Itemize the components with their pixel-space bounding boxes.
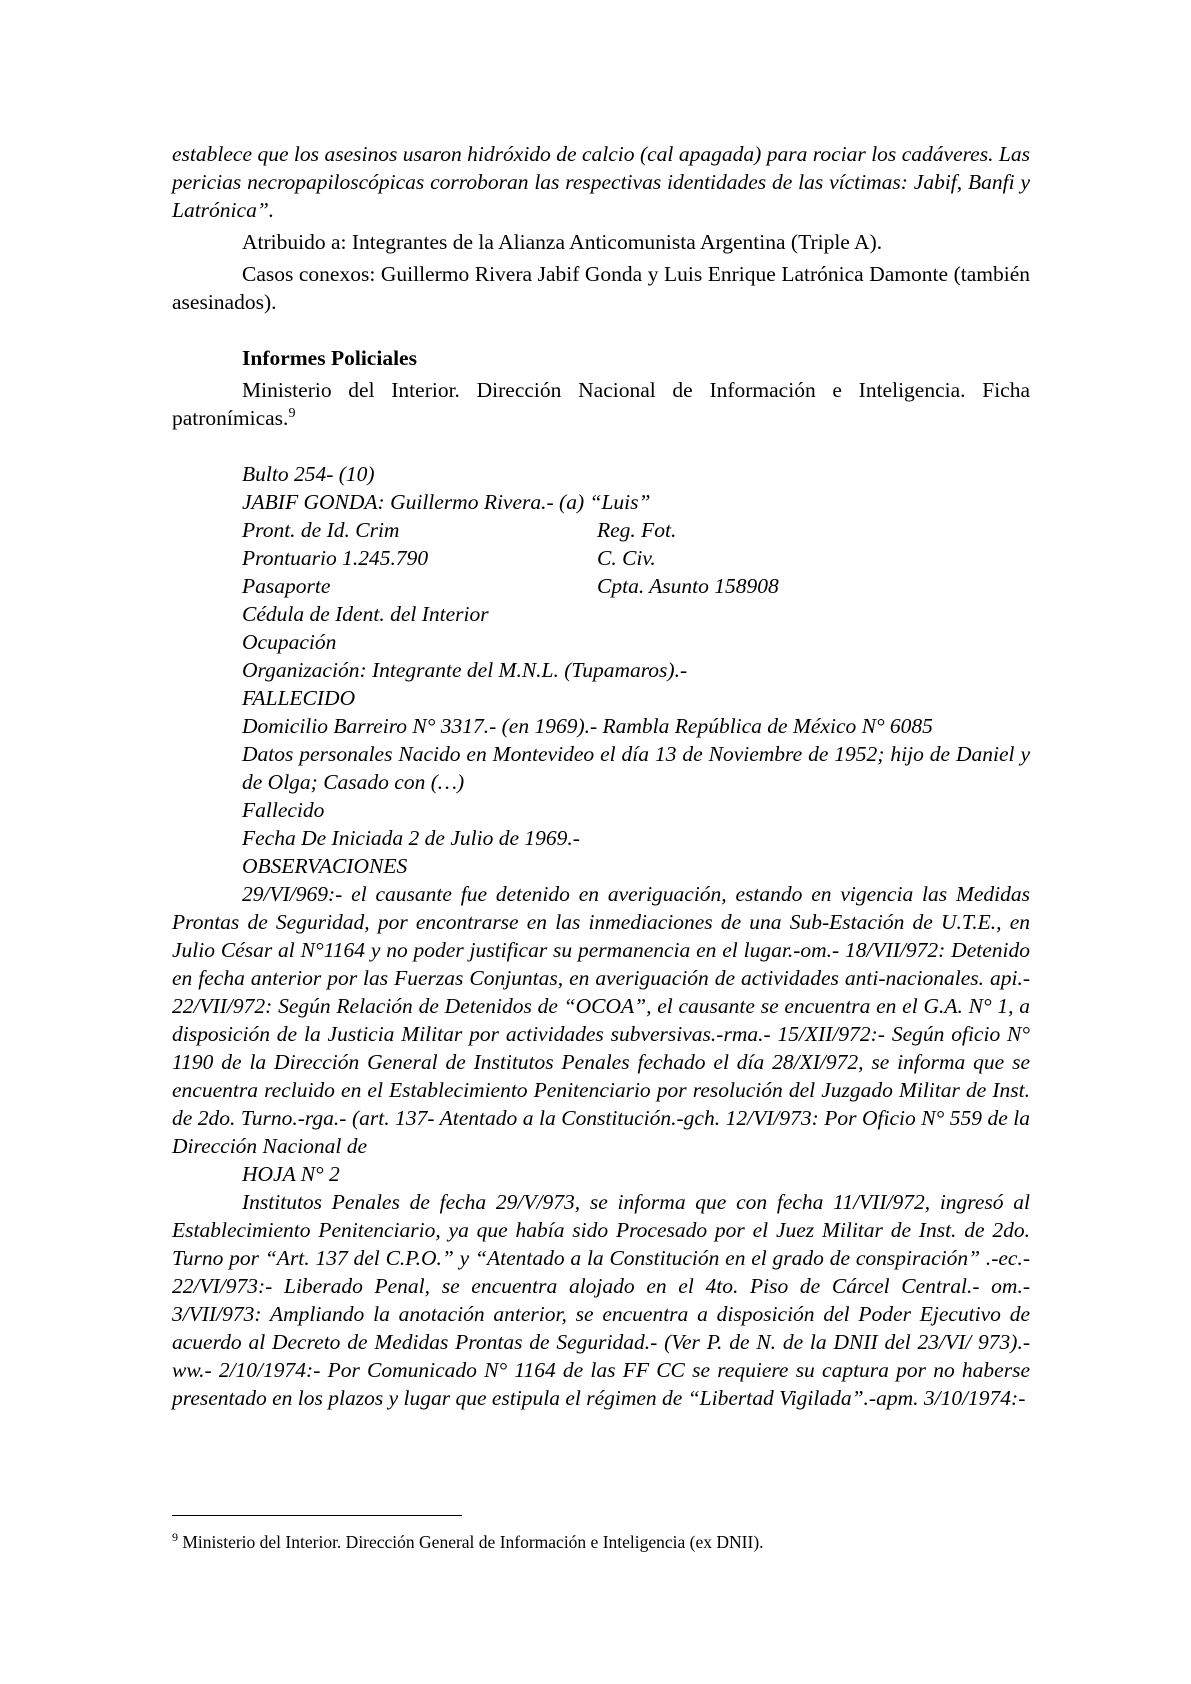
record-row-left: Pront. de Id. Crim [242,518,400,542]
footnote-divider [172,1515,462,1516]
source-paragraph [172,376,1030,432]
record-observaciones-title: OBSERVACIONES [242,854,408,878]
record-fallecido: Fallecido [242,798,325,822]
record-cedula: Cédula de Ident. del Interior [242,602,489,626]
related-cases-paragraph: Casos conexos: Guillermo Rivera Jabif Gonda y Luis Enrique Latrónica Damonte (también asesinados). [172,262,1030,314]
record-row [172,516,1030,544]
section-heading: Informes Policiales [242,346,417,370]
page-body [172,140,1030,1412]
attributed-paragraph: Atribuido a: Integrantes de la Alianza Anticomunista Argentina (Triple A). [242,230,883,254]
record-ocupacion: Ocupación [242,630,337,654]
source-text: Ministerio del Interior. Dirección Nacional de Información e Inteligencia. Ficha patronímicas. [172,378,1030,430]
record-observaciones-continued: Institutos Penales de fecha 29/V/973, se informa que con fecha 11/VII/972, ingresó al Establecimiento Penitenciario, ya que había sido Procesado por el Juez Militar de Inst. de 2do. Turno por “Art. 137 del C.P.O.” y “Atentado a la Constitución en el grado de conspiración” .-ec.- 22/VI/973:- Liberado Penal, se encuentra alojado en el 4to. Piso de Cárcel Central.- om.- 3/VII/973: Ampliando la anotación anterior, se encuentra a disposición del Poder Ejecutivo de acuerdo al Decreto de Medidas Prontas de Seguridad.- (Ver P. de N. de la DNII del 23/VI/ 973).- ww.- 2/10/1974:- Por Comunicado N° 1164 de las FF CC se requiere su captura por no haberse presentado en los plazos y lugar que estipula el régimen de “Libertad Vigilada”.-apm. 3/10/1974:- [172,1190,1030,1410]
record-domicilio: Domicilio Barreiro N° 3317.- (en 1969).- Rambla República de México N° 6085 [242,714,933,738]
police-record [172,460,1030,1412]
record-row-right: Cpta. Asunto 158908 [597,574,779,598]
record-row-left: Prontuario 1.245.790 [242,546,429,570]
record-row [172,544,1030,572]
record-fecha: Fecha De Iniciada 2 de Julio de 1969.- [242,826,580,850]
record-status: FALLECIDO [242,686,356,710]
footnote-reference: 9 [288,405,296,421]
record-row-right: Reg. Fot. [597,518,677,542]
record-bulto: Bulto 254- (10) [242,462,375,486]
record-observaciones-text: 29/VI/969:- el causante fue detenido en averiguación, estando en vigencia las Medidas Prontas de Seguridad, por encontrarse en las inmediaciones de una Sub-Estación de U.T.E., en Julio César al N°1164 y no poder justificar su permanencia en el lugar.-om.- 18/VII/972: Detenido en fecha anterior por las Fuerzas Conjuntas, en averiguación de actividades anti-nacionales. api.- 22/VII/972: Según Relación de Detenidos de “OCOA”, el causante se encuentra en el G.A. N° 1, a disposición de la Justicia Militar por actividades subversivas.-rma.- 15/XII/972:- Según oficio N° 1190 de la Dirección General de Institutos Penales fechado el día 28/XI/972, se informa que se encuentra recluido en el Establecimiento Penitenciario por resolución del Juzgado Militar de Inst. de 2do. Turno.-rga.- (art. 137- Atentado a la Constitución.-gch. 12/VI/973: Por Oficio N° 559 de la Dirección Nacional de [172,882,1030,1158]
record-row-right: C. Civ. [597,546,656,570]
quote-paragraph: establece que los asesinos usaron hidróxido de calcio (cal apagada) para rociar los cadáveres. Las pericias necropapiloscópicas corroboran las respectivas identidades de las víctimas: Jabif, Banfi y Latrónica”. [172,142,1030,222]
footnote-text: Ministerio del Interior. Dirección General de Información e Inteligencia (ex DNII). [182,1532,764,1552]
record-datos-personales: Datos personales Nacido en Montevideo el día 13 de Noviembre de 1952; hijo de Daniel y de Olga; Casado con (…) [242,742,1030,794]
record-hoja: HOJA N° 2 [242,1162,340,1186]
record-organizacion: Organización: Integrante del M.N.L. (Tupamaros).- [242,658,688,682]
record-name: JABIF GONDA: Guillermo Rivera.- (a) “Luis” [242,490,651,514]
record-row [172,572,1030,600]
record-row-left: Pasaporte [242,574,331,598]
footnote [172,1530,1030,1554]
footnote-number: 9 [172,1530,178,1545]
